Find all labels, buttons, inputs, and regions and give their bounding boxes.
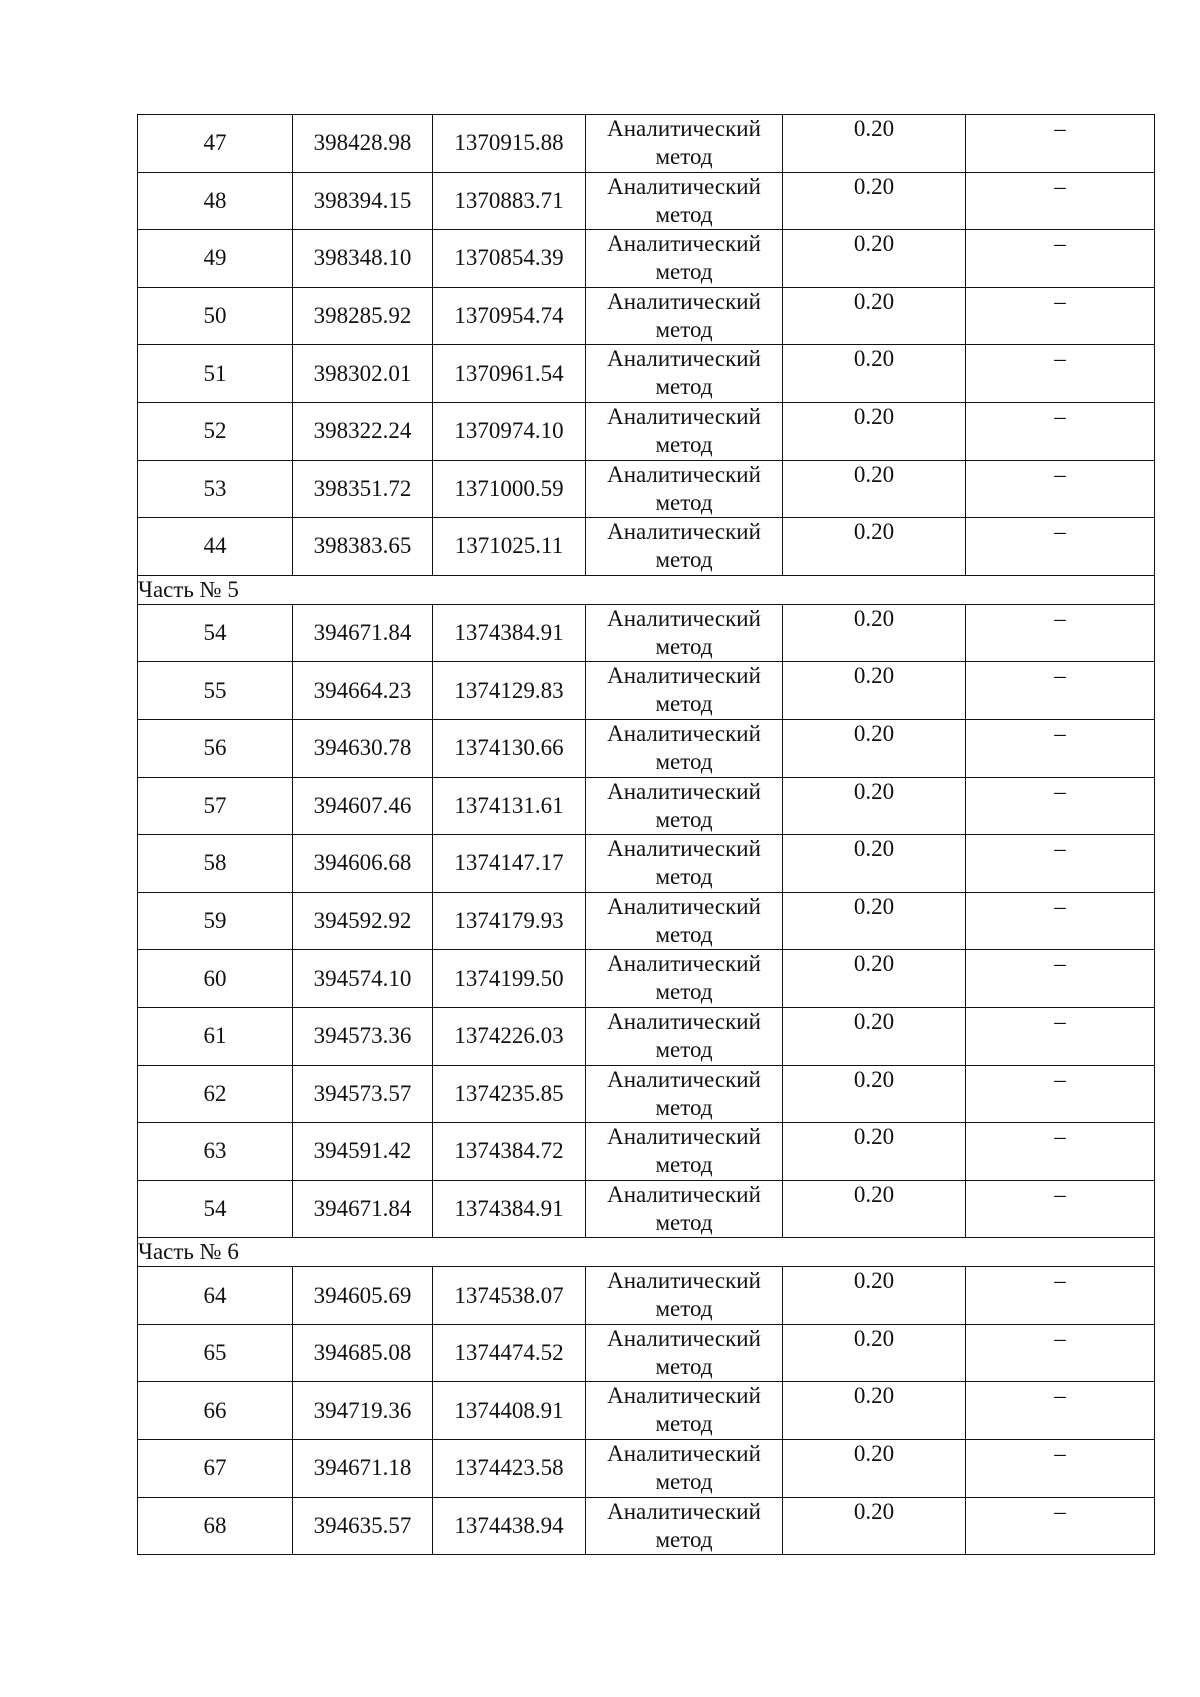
method-line: метод (655, 547, 713, 573)
method-line: Аналитический (607, 778, 761, 804)
section-title: Часть № 5 (138, 575, 1155, 604)
method-line: Аналитический (607, 403, 761, 429)
table-row (138, 1382, 1155, 1440)
y-coordinate-cell: 1374179.93 (433, 892, 586, 950)
note-cell: – (966, 1180, 1155, 1238)
accuracy-cell: 0.20 (783, 777, 966, 835)
method-line: Аналитический (607, 231, 761, 257)
x-coordinate-cell: 398383.65 (293, 518, 433, 576)
method-cell (586, 345, 783, 403)
y-coordinate-cell: 1371000.59 (433, 460, 586, 518)
accuracy-cell: 0.20 (783, 287, 966, 345)
method-line: Аналитический (607, 116, 761, 141)
accuracy-cell: 0.20 (783, 172, 966, 230)
point-number-cell: 63 (138, 1123, 293, 1181)
point-number-cell: 68 (138, 1497, 293, 1555)
method-line: метод (655, 431, 713, 457)
section-header-row (138, 575, 1155, 604)
x-coordinate-cell: 394573.57 (293, 1065, 433, 1123)
method-line: метод (655, 144, 713, 169)
x-coordinate-cell: 394635.57 (293, 1497, 433, 1555)
accuracy-cell: 0.20 (783, 1123, 966, 1181)
point-number-cell: 58 (138, 835, 293, 893)
point-number-cell: 47 (138, 115, 293, 173)
table-row (138, 460, 1155, 518)
method-cell (586, 719, 783, 777)
table-row (138, 1180, 1155, 1238)
x-coordinate-cell: 398322.24 (293, 402, 433, 460)
note-cell: – (966, 402, 1155, 460)
table-row (138, 950, 1155, 1008)
point-number-cell: 53 (138, 460, 293, 518)
table-row (138, 1497, 1155, 1555)
method-cell (586, 1440, 783, 1498)
method-line: метод (655, 1209, 713, 1235)
method-cell (586, 662, 783, 720)
point-number-cell: 60 (138, 950, 293, 1008)
coordinates-table (137, 114, 1155, 1555)
method-cell (586, 287, 783, 345)
method-line: метод (655, 316, 713, 342)
method-line: Аналитический (607, 951, 761, 977)
accuracy-cell: 0.20 (783, 662, 966, 720)
y-coordinate-cell: 1374408.91 (433, 1382, 586, 1440)
x-coordinate-cell: 394685.08 (293, 1324, 433, 1382)
method-cell (586, 402, 783, 460)
point-number-cell: 57 (138, 777, 293, 835)
method-line: Аналитический (607, 1124, 761, 1150)
method-cell (586, 1007, 783, 1065)
x-coordinate-cell: 394573.36 (293, 1007, 433, 1065)
section-title: Часть № 6 (138, 1238, 1155, 1267)
note-cell: – (966, 1123, 1155, 1181)
point-number-cell: 67 (138, 1440, 293, 1498)
accuracy-cell: 0.20 (783, 115, 966, 173)
method-line: Аналитический (607, 1441, 761, 1467)
x-coordinate-cell: 394574.10 (293, 950, 433, 1008)
y-coordinate-cell: 1374538.07 (433, 1267, 586, 1325)
y-coordinate-cell: 1374129.83 (433, 662, 586, 720)
point-number-cell: 61 (138, 1007, 293, 1065)
method-line: метод (655, 864, 713, 890)
point-number-cell: 62 (138, 1065, 293, 1123)
note-cell: – (966, 1324, 1155, 1382)
table-row (138, 402, 1155, 460)
note-cell: – (966, 719, 1155, 777)
method-line: Аналитический (607, 663, 761, 689)
note-cell: – (966, 1007, 1155, 1065)
table-row (138, 1324, 1155, 1382)
table-row (138, 1267, 1155, 1325)
method-line: Аналитический (607, 1383, 761, 1409)
y-coordinate-cell: 1370954.74 (433, 287, 586, 345)
method-line: Аналитический (607, 519, 761, 545)
point-number-cell: 50 (138, 287, 293, 345)
section-header-row (138, 1238, 1155, 1267)
y-coordinate-cell: 1374199.50 (433, 950, 586, 1008)
y-coordinate-cell: 1374131.61 (433, 777, 586, 835)
table-row (138, 115, 1155, 173)
method-line: Аналитический (607, 605, 761, 631)
x-coordinate-cell: 394606.68 (293, 835, 433, 893)
x-coordinate-cell: 398348.10 (293, 230, 433, 288)
point-number-cell: 65 (138, 1324, 293, 1382)
note-cell: – (966, 604, 1155, 662)
method-line: метод (655, 691, 713, 717)
table-row (138, 345, 1155, 403)
method-line: метод (655, 201, 713, 227)
table-row (138, 518, 1155, 576)
table-row (138, 892, 1155, 950)
method-line: Аналитический (607, 1181, 761, 1207)
method-line: метод (655, 921, 713, 947)
accuracy-cell: 0.20 (783, 719, 966, 777)
y-coordinate-cell: 1374235.85 (433, 1065, 586, 1123)
table-row (138, 719, 1155, 777)
method-line: Аналитический (607, 893, 761, 919)
method-cell (586, 230, 783, 288)
point-number-cell: 51 (138, 345, 293, 403)
table-row (138, 604, 1155, 662)
accuracy-cell: 0.20 (783, 1440, 966, 1498)
method-cell (586, 1267, 783, 1325)
method-line: метод (655, 1526, 713, 1552)
x-coordinate-cell: 394607.46 (293, 777, 433, 835)
note-cell: – (966, 115, 1155, 173)
accuracy-cell: 0.20 (783, 460, 966, 518)
method-line: Аналитический (607, 1066, 761, 1092)
point-number-cell: 48 (138, 172, 293, 230)
method-line: метод (655, 1353, 713, 1379)
note-cell: – (966, 950, 1155, 1008)
x-coordinate-cell: 394671.18 (293, 1440, 433, 1498)
accuracy-cell: 0.20 (783, 892, 966, 950)
point-number-cell: 44 (138, 518, 293, 576)
y-coordinate-cell: 1374384.91 (433, 604, 586, 662)
table-row (138, 230, 1155, 288)
method-line: метод (655, 1411, 713, 1437)
method-line: метод (655, 489, 713, 515)
method-cell (586, 460, 783, 518)
y-coordinate-cell: 1374384.72 (433, 1123, 586, 1181)
method-cell (586, 1497, 783, 1555)
y-coordinate-cell: 1370974.10 (433, 402, 586, 460)
x-coordinate-cell: 398428.98 (293, 115, 433, 173)
accuracy-cell: 0.20 (783, 1065, 966, 1123)
method-line: метод (655, 748, 713, 774)
accuracy-cell: 0.20 (783, 230, 966, 288)
x-coordinate-cell: 398285.92 (293, 287, 433, 345)
method-line: метод (655, 1296, 713, 1322)
method-cell (586, 1180, 783, 1238)
method-cell (586, 1065, 783, 1123)
method-line: метод (655, 1036, 713, 1062)
method-cell (586, 777, 783, 835)
method-line: метод (655, 1469, 713, 1495)
method-line: метод (655, 259, 713, 285)
method-line: метод (655, 633, 713, 659)
accuracy-cell: 0.20 (783, 402, 966, 460)
x-coordinate-cell: 394591.42 (293, 1123, 433, 1181)
method-line: Аналитический (607, 1325, 761, 1351)
y-coordinate-cell: 1374384.91 (433, 1180, 586, 1238)
note-cell: – (966, 230, 1155, 288)
y-coordinate-cell: 1374130.66 (433, 719, 586, 777)
method-cell (586, 1382, 783, 1440)
accuracy-cell: 0.20 (783, 1267, 966, 1325)
note-cell: – (966, 345, 1155, 403)
note-cell: – (966, 777, 1155, 835)
method-line: Аналитический (607, 461, 761, 487)
point-number-cell: 55 (138, 662, 293, 720)
note-cell: – (966, 835, 1155, 893)
method-cell (586, 1324, 783, 1382)
y-coordinate-cell: 1370854.39 (433, 230, 586, 288)
note-cell: – (966, 1382, 1155, 1440)
method-line: Аналитический (607, 346, 761, 372)
x-coordinate-cell: 398351.72 (293, 460, 433, 518)
note-cell: – (966, 1065, 1155, 1123)
x-coordinate-cell: 394719.36 (293, 1382, 433, 1440)
accuracy-cell: 0.20 (783, 1324, 966, 1382)
accuracy-cell: 0.20 (783, 950, 966, 1008)
x-coordinate-cell: 394592.92 (293, 892, 433, 950)
method-cell (586, 115, 783, 173)
y-coordinate-cell: 1370961.54 (433, 345, 586, 403)
x-coordinate-cell: 394671.84 (293, 1180, 433, 1238)
accuracy-cell: 0.20 (783, 1382, 966, 1440)
table-row (138, 287, 1155, 345)
note-cell: – (966, 287, 1155, 345)
method-line: метод (655, 1152, 713, 1178)
method-line: Аналитический (607, 1498, 761, 1524)
table-row (138, 1123, 1155, 1181)
x-coordinate-cell: 398394.15 (293, 172, 433, 230)
table-row (138, 835, 1155, 893)
note-cell: – (966, 1440, 1155, 1498)
method-line: Аналитический (607, 720, 761, 746)
y-coordinate-cell: 1374423.58 (433, 1440, 586, 1498)
note-cell: – (966, 892, 1155, 950)
table-row (138, 1065, 1155, 1123)
y-coordinate-cell: 1370915.88 (433, 115, 586, 173)
x-coordinate-cell: 394630.78 (293, 719, 433, 777)
note-cell: – (966, 1267, 1155, 1325)
method-line: метод (655, 806, 713, 832)
note-cell: – (966, 662, 1155, 720)
method-cell (586, 172, 783, 230)
accuracy-cell: 0.20 (783, 518, 966, 576)
y-coordinate-cell: 1374474.52 (433, 1324, 586, 1382)
method-line: Аналитический (607, 1268, 761, 1294)
note-cell: – (966, 172, 1155, 230)
point-number-cell: 54 (138, 1180, 293, 1238)
y-coordinate-cell: 1374438.94 (433, 1497, 586, 1555)
x-coordinate-cell: 398302.01 (293, 345, 433, 403)
x-coordinate-cell: 394671.84 (293, 604, 433, 662)
point-number-cell: 52 (138, 402, 293, 460)
method-line: Аналитический (607, 288, 761, 314)
point-number-cell: 54 (138, 604, 293, 662)
method-line: Аналитический (607, 836, 761, 862)
method-cell (586, 835, 783, 893)
x-coordinate-cell: 394664.23 (293, 662, 433, 720)
method-line: Аналитический (607, 173, 761, 199)
method-line: метод (655, 374, 713, 400)
note-cell: – (966, 1497, 1155, 1555)
table-row (138, 1440, 1155, 1498)
point-number-cell: 66 (138, 1382, 293, 1440)
note-cell: – (966, 518, 1155, 576)
method-line: метод (655, 1094, 713, 1120)
point-number-cell: 49 (138, 230, 293, 288)
y-coordinate-cell: 1370883.71 (433, 172, 586, 230)
table-row (138, 777, 1155, 835)
y-coordinate-cell: 1371025.11 (433, 518, 586, 576)
method-cell (586, 1123, 783, 1181)
point-number-cell: 59 (138, 892, 293, 950)
y-coordinate-cell: 1374147.17 (433, 835, 586, 893)
accuracy-cell: 0.20 (783, 835, 966, 893)
accuracy-cell: 0.20 (783, 1007, 966, 1065)
point-number-cell: 56 (138, 719, 293, 777)
coordinates-table-body (138, 115, 1155, 1555)
point-number-cell: 64 (138, 1267, 293, 1325)
accuracy-cell: 0.20 (783, 1180, 966, 1238)
method-line: метод (655, 979, 713, 1005)
accuracy-cell: 0.20 (783, 604, 966, 662)
x-coordinate-cell: 394605.69 (293, 1267, 433, 1325)
method-cell (586, 518, 783, 576)
method-line: Аналитический (607, 1008, 761, 1034)
accuracy-cell: 0.20 (783, 1497, 966, 1555)
y-coordinate-cell: 1374226.03 (433, 1007, 586, 1065)
method-cell (586, 604, 783, 662)
table-row (138, 662, 1155, 720)
table-row (138, 172, 1155, 230)
method-cell (586, 950, 783, 1008)
note-cell: – (966, 460, 1155, 518)
accuracy-cell: 0.20 (783, 345, 966, 403)
table-row (138, 1007, 1155, 1065)
method-cell (586, 892, 783, 950)
